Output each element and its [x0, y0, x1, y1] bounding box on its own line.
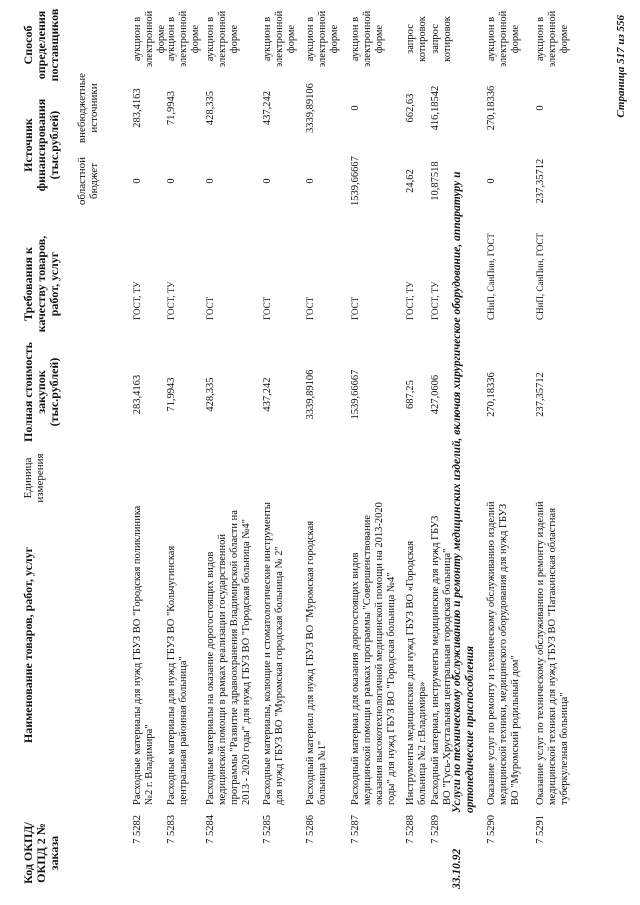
- section-title: Услуги по техническому обслуживанию и ремонту медицинских изделий, включая хирургическое оборудование, аппаратуру и ортопедические приспособления: [451, 171, 476, 813]
- row-regional-budget: 0: [486, 178, 497, 184]
- row-code: 7 5290: [486, 815, 497, 844]
- header-requirements: Требования к качеству товаров, работ, услуг: [21, 235, 61, 333]
- header-unit: Единица измерения: [22, 453, 46, 503]
- section-code: 33.10.92: [451, 848, 463, 889]
- row-regional-budget: 0: [262, 178, 273, 184]
- row-requirements: ГОСТ, ТУ: [405, 281, 415, 320]
- header-code: Код ОКПД/ ОКПД 2 № заказа: [21, 822, 61, 884]
- row-extrabudget: 428,335: [205, 90, 216, 126]
- row-code: 7 5282: [132, 815, 143, 844]
- row-requirements: ГОСТ: [205, 296, 215, 320]
- row-code: 7 5289: [430, 815, 441, 844]
- row-code: 7 5291: [535, 815, 546, 844]
- row-name: Расходный материал, инструменты медицинские для нужд ГБУЗ ВО "Гусь-Хрустальная центральная городская больница": [430, 515, 453, 805]
- row-regional-budget: 237,35712: [535, 158, 546, 204]
- row-code: 7 5283: [166, 815, 177, 844]
- row-extrabudget: 0: [535, 105, 546, 111]
- row-method: аукцион в электронной форме: [262, 10, 297, 68]
- row-name: Расходный материал для нужд ГБУЗ ВО "Муромская городская больница №1": [305, 520, 328, 805]
- row-extrabudget: 416,18542: [430, 85, 441, 131]
- row-requirements: СНиП, СанПин, ГОСТ: [486, 233, 496, 320]
- header-name: Наименование товаров, работ, услуг: [21, 546, 35, 744]
- header-finance-source: Источник финансирования (тыс.рублей): [21, 98, 61, 192]
- row-method: аукцион в электронной форме: [166, 10, 201, 68]
- header-extrabudget: внебюджетные источники: [76, 72, 100, 144]
- row-code: 7 5284: [205, 815, 216, 844]
- row-cost: 237,35712: [535, 372, 546, 417]
- row-method: запрос котировок: [430, 16, 453, 62]
- row-name: Расходные материалы для нужд ГБУЗ ВО "Городская поликлиника №2 г. Владимира": [132, 505, 155, 805]
- row-code: 7 5287: [350, 815, 361, 844]
- row-extrabudget: 437,242: [262, 90, 273, 126]
- row-name: Инструменты медицинские для нужд ГБУЗ ВО «Городская больница №2 г.Владимира»: [405, 540, 428, 805]
- row-extrabudget: 0: [350, 105, 361, 111]
- row-code: 7 5286: [305, 815, 316, 844]
- row-regional-budget: 0: [205, 178, 216, 184]
- row-method: аукцион в электронной форме: [350, 10, 385, 68]
- header-regional-budget: областной бюджет: [76, 156, 100, 206]
- row-extrabudget: 71,9943: [166, 90, 177, 126]
- row-requirements: ГОСТ, ТУ: [166, 281, 176, 320]
- row-method: аукцион в электронной форме: [486, 10, 521, 68]
- row-cost: 270,18336: [486, 372, 497, 417]
- row-method: аукцион в электронной форме: [535, 10, 570, 68]
- row-extrabudget: 283,4163: [132, 88, 143, 128]
- row-requirements: СНиП, СанПин, ГОСТ: [535, 233, 545, 320]
- page-footer: Страница 517 из 556: [615, 15, 627, 118]
- row-cost: 283,4163: [132, 374, 143, 415]
- row-extrabudget: 3339,89106: [305, 83, 316, 133]
- row-cost: 71,9943: [166, 377, 177, 412]
- row-regional-budget: 10,87518: [430, 161, 441, 201]
- row-cost: 437,242: [262, 377, 273, 412]
- row-regional-budget: 1539,66667: [350, 156, 361, 206]
- row-regional-budget: 24,62: [405, 169, 416, 193]
- row-cost: 3339,89106: [305, 369, 316, 420]
- row-method: запрос котировок: [405, 16, 428, 62]
- row-code: 7 5288: [405, 815, 416, 844]
- row-requirements: ГОСТ, ТУ: [132, 281, 142, 320]
- row-method: аукцион в электронной форме: [205, 10, 240, 68]
- row-name: Оказание услуг по ремонту и техническому обслуживанию изделий медицинской техники, медицинского оборудования для нужд ГБУЗ ВО "Муромский родильный дом": [486, 501, 521, 805]
- row-cost: 687,25: [405, 380, 416, 409]
- row-name: Расходные материалы, колющие и стоматологические инструменты для нужд ГБУЗ ВО "Муромская городская больница № 2": [262, 502, 285, 805]
- row-regional-budget: 0: [166, 178, 177, 184]
- row-requirements: ГОСТ: [262, 296, 272, 320]
- row-regional-budget: 0: [132, 178, 143, 184]
- row-requirements: ГОСТ: [350, 296, 360, 320]
- row-cost: 428,335: [205, 377, 216, 412]
- header-full-cost: Полная стоимость закупок (тыс.рублей): [21, 342, 61, 442]
- row-name: Расходные материалы для нужд ГБУЗ ВО "Кольчугинская центральная районная больница": [166, 545, 189, 805]
- row-method: аукцион в электронной форме: [305, 10, 340, 68]
- row-extrabudget: 662,63: [405, 93, 416, 123]
- row-name: Расходный материал для оказания дорогостоящих видов медицинской помощи в рамках программы "Совершенствование оказания высокотехнологичной медицинской помощи на 2013-2020 годы" для нужд ГБУЗ ВО "Городская больница №4": [350, 502, 397, 805]
- row-cost: 427,0606: [430, 374, 441, 415]
- row-name: Оказание услуг по техническому обслуживанию и ремонту изделий медицинской техники для нужд ГБУЗ ВО "Патакинская областная туберкулезная больница": [535, 501, 570, 805]
- row-name: Расходные материалы на оказание дорогостоящих видов медицинской помощи в рамках реализации государственной программы "Развитие здравоохранения Владимирской области на 2013 - 2020 годы" для нужд ГБУЗ ВО "Городская больница №4": [205, 510, 252, 805]
- row-code: 7 5285: [262, 815, 273, 844]
- row-extrabudget: 270,18336: [486, 85, 497, 131]
- row-requirements: ГОСТ: [305, 296, 315, 320]
- row-requirements: ГОСТ, ТУ: [430, 281, 440, 320]
- row-cost: 1539,66667: [350, 369, 361, 420]
- row-regional-budget: 0: [305, 178, 316, 184]
- header-method: Способ определения поставщиков: [21, 8, 61, 82]
- row-method: аукцион в электронной форме: [132, 10, 167, 68]
